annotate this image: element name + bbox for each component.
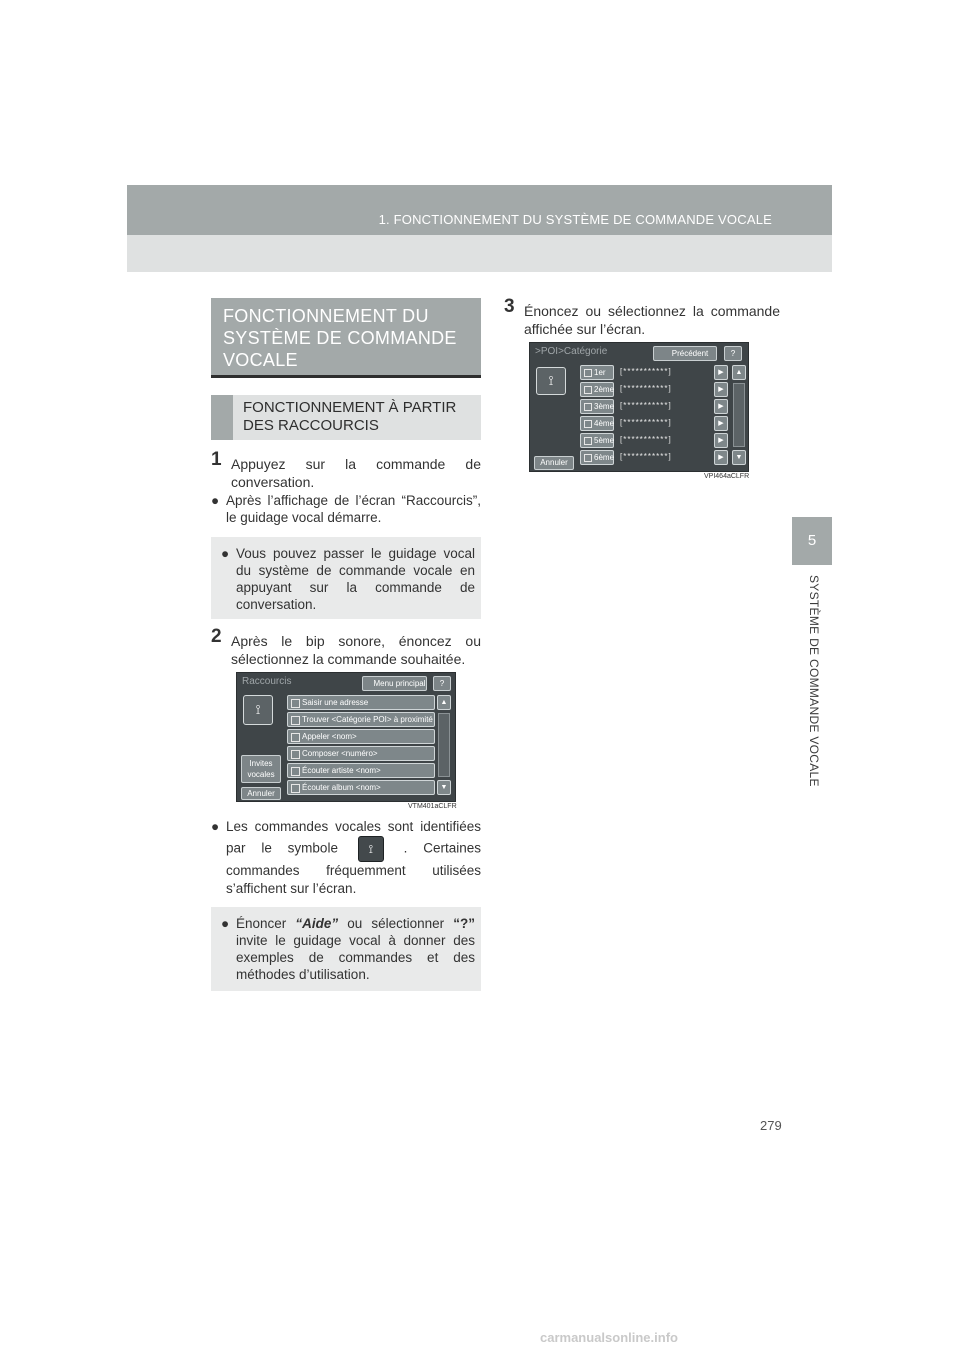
subsection-title: FONCTIONNEMENT À PARTIR DES RACCOURCIS (243, 399, 457, 434)
rank-button[interactable]: 5ème (580, 433, 614, 448)
scrollbar[interactable] (733, 383, 745, 447)
voice-icon: ⟟ (536, 367, 566, 395)
scroll-down-arrow[interactable]: ▼ (437, 780, 451, 795)
step-2 (211, 626, 481, 668)
previous-button[interactable]: Précédent (653, 346, 717, 361)
bullet-text-part1: Les commandes vocales sont identifiées par le symbole (226, 819, 481, 856)
main-menu-button[interactable]: Menu principal (362, 676, 427, 691)
detail-arrow[interactable]: ▶ (714, 382, 728, 397)
voice-icon: ⟟ (243, 695, 273, 725)
step-3 (504, 296, 780, 338)
detail-arrow[interactable]: ▶ (714, 433, 728, 448)
figure-code: VPI464aCLFR (700, 472, 753, 481)
bullet-dot: ● (221, 546, 230, 561)
figure-code: VTM401aCLFR (404, 802, 461, 811)
chapter-side-label: SYSTÈME DE COMMANDE VOCALE (807, 575, 821, 787)
note-text (221, 915, 475, 983)
rank-button[interactable]: 4ème (580, 416, 614, 431)
note-text: Vous pouvez passer le guidage vocal du système de commande vocale en appuyant sur la commande de conversation. (236, 546, 475, 612)
header-band (127, 185, 832, 235)
note-text-aide: “Aide” (295, 916, 339, 931)
help-button[interactable]: ? (724, 346, 742, 361)
note-bullet (221, 915, 475, 983)
bullet-after-display (211, 492, 481, 526)
bullet-text: Après l’affichage de l’écran “Raccourcis”, le guidage vocal démarre. (226, 493, 481, 525)
step-number: 3 (504, 296, 515, 317)
poi-category-screen (529, 342, 749, 472)
bullet-dot: ● (221, 916, 230, 931)
category-value: [***********] (620, 367, 672, 376)
note-bullet (221, 545, 475, 613)
category-value: [***********] (620, 384, 672, 393)
scroll-up-arrow[interactable]: ▲ (732, 365, 746, 380)
page-number: 279 (760, 1118, 782, 1133)
bullet-dot: ● (211, 493, 220, 508)
category-value: [***********] (620, 435, 672, 444)
rank-button[interactable]: 3ème (580, 399, 614, 414)
note-text-mid: ou sélectionner (338, 916, 454, 931)
rank-button[interactable]: 6ème (580, 450, 614, 465)
step-1 (211, 449, 481, 491)
bullet-text (211, 818, 481, 898)
watermark: carmanualsonline.info (540, 1330, 678, 1345)
detail-arrow[interactable]: ▶ (714, 450, 728, 465)
subsection-heading (211, 395, 481, 440)
note-box-1 (211, 537, 481, 619)
detail-arrow[interactable]: ▶ (714, 416, 728, 431)
step-text: Appuyez sur la commande de conversation. (231, 456, 481, 490)
cancel-button[interactable]: Annuler (534, 456, 574, 470)
header-subband (127, 235, 832, 272)
help-button[interactable]: ? (433, 676, 451, 691)
detail-arrow[interactable]: ▶ (714, 365, 728, 380)
shortcut-item[interactable]: Appeler <nom> (287, 729, 435, 744)
scroll-up-arrow[interactable]: ▲ (437, 695, 451, 710)
category-value: [***********] (620, 418, 672, 427)
screen-title: Raccourcis (242, 676, 292, 687)
note-box-2 (211, 907, 481, 991)
note-text-question: “?” (453, 916, 475, 931)
step-text: Énoncez ou sélectionnez la commande affichée sur l’écran. (524, 303, 780, 337)
subsection-bar (211, 395, 233, 440)
detail-arrow[interactable]: ▶ (714, 399, 728, 414)
step-number: 1 (211, 449, 222, 470)
rank-button[interactable]: 1er (580, 365, 614, 380)
category-value: [***********] (620, 452, 672, 461)
chapter-tab-number: 5 (792, 517, 832, 565)
chapter-title: 1. FONCTIONNEMENT DU SYSTÈME DE COMMANDE VOCALE (378, 212, 772, 227)
section-heading (211, 298, 481, 378)
shortcut-item[interactable]: Trouver <Catégorie POI> à proximité (287, 712, 435, 727)
shortcut-item[interactable]: Écouter album <nom> (287, 780, 435, 795)
shortcut-item[interactable]: Saisir une adresse (287, 695, 435, 710)
bullet-text-part2: . Certaines commandes fréquemment utilisées s’affichent sur l’écran. (226, 840, 481, 896)
voice-prompts-button[interactable]: Invites vocales (241, 755, 281, 783)
note-text-pre: Énoncer (236, 916, 296, 931)
scrollbar[interactable] (438, 713, 450, 777)
shortcut-item[interactable]: Composer <numéro> (287, 746, 435, 761)
step-text: Après le bip sonore, énoncez ou sélectionnez la commande souhaitée. (231, 633, 481, 667)
section-title: FONCTIONNEMENT DU SYSTÈME DE COMMANDE VOCALE (223, 306, 457, 370)
rank-button[interactable]: 2ème (580, 382, 614, 397)
bullet-dot: ● (211, 819, 220, 834)
screen-title: >POI>Catégorie (535, 346, 608, 357)
scroll-down-arrow[interactable]: ▼ (732, 450, 746, 465)
cancel-button[interactable]: Annuler (241, 787, 281, 800)
step-number: 2 (211, 626, 222, 647)
shortcuts-screen (236, 672, 456, 802)
category-value: [***********] (620, 401, 672, 410)
shortcut-item[interactable]: Écouter artiste <nom> (287, 763, 435, 778)
voice-command-icon: ⟟ (358, 836, 384, 862)
note-text-post: invite le guidage vocal à donner des exemples de commandes et des méthodes d’utilisation. (236, 933, 475, 982)
bullet-voice-symbol (211, 818, 481, 898)
